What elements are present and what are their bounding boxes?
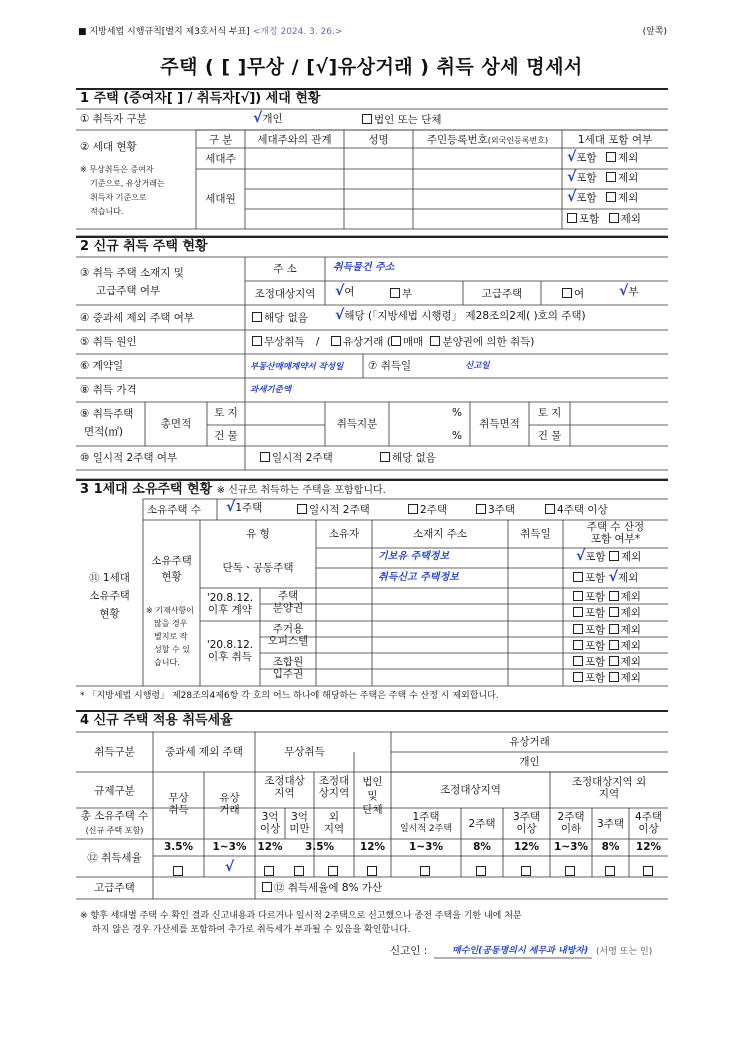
rate-corp: 12% — [359, 841, 386, 853]
free-acq-label: 무상취득 — [284, 746, 325, 758]
household-label: ② 세대 현황 — [80, 141, 137, 153]
acquirer-type-label: ① 취득자 구분 — [80, 113, 147, 125]
household-row1-include[interactable]: √포함 제외 — [567, 149, 639, 165]
acquirer-corporation-option[interactable]: 법인 또는 단체 — [362, 114, 442, 126]
house-row6-include[interactable]: 포함 제외 — [573, 640, 641, 652]
h1-col: 1주택 일시적 2주택 — [399, 811, 453, 834]
adjust-area-label: 조정대상지역 — [254, 288, 316, 300]
h3-col: 3주택 이상 — [513, 811, 540, 835]
acq-area-label: 취득면적 — [479, 418, 520, 430]
location-label-2: 고급주택 여부 — [96, 285, 161, 297]
land-label: 토 지 — [214, 407, 238, 419]
after-acquisition-label: '20.8.12. 이후 취득 — [206, 639, 254, 663]
sub-3less: 3억 미만 — [289, 811, 310, 835]
cause-options[interactable]: 무상취득 / 유상거래 ( 매매 분양권에 의한 취득) — [252, 336, 534, 348]
temp-two-home-yes[interactable]: 일시적 2주택 — [260, 452, 333, 464]
revision-date: <개정 2024. 3. 26.> — [252, 27, 343, 37]
checkbox-icon — [362, 114, 372, 124]
household-row2-include[interactable]: √포함 제외 — [567, 169, 639, 185]
rate-checkbox-adj-h1[interactable] — [391, 860, 461, 879]
non-adj-area-col: 조정대상지역 외 지역 — [571, 776, 647, 800]
temp-two-home-label: ⑩ 일시적 2주택 여부 — [80, 452, 178, 464]
acquirer-individual-option[interactable]: √개인 — [253, 110, 283, 126]
rate-nonadj-h2: 1~3% — [554, 841, 588, 853]
location-label-1: ③ 취득 주택 소재지 및 — [80, 267, 184, 279]
acq-land-label: 토 지 — [537, 407, 562, 419]
rate-label: ⑫ 취득세율 — [87, 852, 142, 864]
paid-col: 유상 거래 — [219, 792, 240, 816]
house-row7-include[interactable]: 포함 제외 — [573, 656, 641, 668]
after-contract-label: '20.8.12. 이후 계약 — [206, 592, 254, 616]
section4-heading: 4 신규 주택 적용 취득세율 — [76, 710, 668, 730]
col-relation: 세대주와의 관계 — [257, 134, 332, 146]
signer-label: 신고인 : — [390, 945, 428, 957]
adjust-area-no[interactable]: 부 — [390, 288, 412, 300]
temp-two-home-no[interactable]: 해당 없음 — [380, 452, 436, 464]
total-owned-label: 총 소유주택 수 (신규 주택 포함) — [80, 810, 149, 835]
rate-checkbox-free[interactable] — [153, 860, 204, 879]
owned-count-4plus[interactable]: 4주택 이상 — [545, 504, 608, 516]
col-count-include: 주택 수 산정 포함 여부* — [586, 521, 645, 545]
check-icon: √ — [253, 110, 263, 126]
luxury-yes[interactable]: 여 — [562, 288, 584, 300]
section1-heading: 1 주택 (증여자[ ] / 취득자[√]) 세대 현황 — [76, 88, 668, 108]
rate-3plus: 12% — [257, 841, 283, 853]
col-include: 1세대 포함 여부 — [577, 134, 653, 146]
rate-free: 3.5% — [163, 841, 194, 853]
area-label-2: 면적(㎡) — [84, 426, 123, 438]
paid-acq-label: 유상거래 — [509, 736, 550, 748]
household-row4-include[interactable]: 포함 제외 — [567, 213, 641, 225]
h2less-col: 2주택 이하 — [557, 811, 585, 835]
h4-col: 4주택 이상 — [635, 811, 662, 835]
type-union: 조합원 입주권 — [272, 656, 304, 680]
house-row2-include[interactable]: 포함 √제외 — [573, 571, 638, 584]
share-percent-2: % — [452, 430, 462, 442]
col-type: 구 분 — [208, 134, 233, 146]
col-acq-date: 취득일 — [520, 528, 551, 540]
rate-adj-h3: 12% — [513, 841, 540, 853]
heavy-not-applicable[interactable]: 해당 없음 — [252, 312, 308, 324]
section3-heading: 3 1세대 소유주택 현황 ※ 신규로 취득하는 주택을 포함합니다. — [76, 479, 668, 499]
adj-area-col: 조정대상지역 — [440, 784, 501, 796]
individual-label: 개인 — [519, 756, 540, 768]
col-house-type: 유 형 — [246, 528, 270, 540]
adj-col: 조정대상 지역 — [264, 775, 305, 799]
rate-adj-h1: 1~3% — [409, 841, 443, 853]
share-label: 취득지분 — [336, 418, 378, 430]
non-adj-col: 조정대 상지역 — [318, 775, 350, 799]
law-reference: ■ 지방세법 시행규칙[별지 제3호서식 부표] — [78, 27, 250, 37]
luxury-rate-option[interactable]: ⑫ 취득세율에 8% 가산 — [262, 882, 382, 894]
price-value[interactable]: 과세기준액 — [250, 385, 292, 395]
section3-footnote: * 「지방세법 시행령」 제28조의4제6항 각 호의 어느 하나에 해당하는 주택은 주택 수 산정 시 제외합니다. — [80, 691, 499, 701]
rate-checkbox-nonadj-h3[interactable] — [592, 860, 629, 879]
acq-date-label: ⑦ 취득일 — [368, 360, 412, 372]
house-row5-include[interactable]: 포함 제외 — [573, 624, 641, 636]
luxury-label: 고급주택 — [481, 288, 523, 300]
h2-col: 2주택 — [468, 818, 496, 830]
owned-status-label: 소유주택 현황 — [151, 555, 192, 583]
sub-3plus: 3억 이상 — [259, 811, 281, 835]
owned-note: ※ 기재사항이 많을 경우 별지로 작 성할 수 있 습니다. — [146, 606, 194, 667]
rate-checkbox-paid[interactable]: √ — [224, 859, 235, 875]
rate-adj-h2: 8% — [473, 841, 491, 853]
total-area-label: 총면적 — [160, 418, 192, 430]
rate-checkbox-adj-h3[interactable] — [503, 860, 550, 879]
house-row3-include[interactable]: 포함 제외 — [573, 591, 641, 603]
rate-checkbox-nonadj-h2[interactable] — [550, 860, 592, 879]
rate-checkbox-adj-h2[interactable] — [461, 860, 503, 879]
rate-nonadj-h3: 8% — [601, 841, 620, 853]
acq-building-label: 건 물 — [537, 430, 562, 442]
owned-count-temp2[interactable]: 일시적 2주택 — [297, 504, 370, 516]
luxury-rate-label: 고급주택 — [94, 882, 135, 894]
owned-count-3[interactable]: 3주택 — [476, 504, 515, 516]
address-value[interactable]: 취득물건 주소 — [333, 262, 395, 273]
sign-hint: (서명 또는 인) — [596, 947, 653, 957]
section2-heading: 2 신규 취득 주택 현황 — [76, 236, 668, 256]
rate-checkbox-out[interactable] — [314, 860, 354, 879]
free-col: 무상 취득 — [168, 792, 189, 816]
house-row4-include[interactable]: 포함 제외 — [573, 607, 641, 619]
heavy-exempt-label: 중과세 제외 주택 — [165, 746, 243, 758]
row-member-label: 세대원 — [205, 193, 236, 205]
rate-checkbox-nonadj-h4[interactable] — [629, 860, 668, 879]
acq-type-label: 취득구분 — [94, 746, 135, 758]
cause-label: ⑤ 취득 원인 — [80, 336, 137, 348]
household-row3-include[interactable]: √포함 제외 — [567, 189, 639, 205]
building-label: 건 물 — [214, 430, 238, 442]
h3n-col: 3주택 — [597, 818, 624, 830]
col-id: 주민등록번호(외국인등록번호) — [426, 134, 549, 146]
page-side: (앞쪽) — [642, 27, 667, 37]
col-owner: 소유자 — [328, 528, 360, 540]
owned-count-1[interactable]: √1주택 — [226, 499, 263, 515]
col-name: 성명 — [368, 134, 389, 146]
row-head-label: 세대주 — [205, 153, 236, 165]
type-single-joint: 단독ㆍ공동주택 — [222, 562, 294, 574]
owned-count-2[interactable]: 2주택 — [408, 504, 447, 516]
share-percent-1: % — [452, 407, 462, 419]
house-row8-include[interactable]: 포함 제외 — [573, 672, 641, 684]
reg-type-label: 규제구분 — [94, 785, 135, 797]
address-label: 주 소 — [273, 263, 297, 275]
adjust-area-yes[interactable]: √여 — [335, 283, 355, 299]
confirm-note-2: 하지 않은 경우 가산세를 포함하여 추가로 취득세가 부과될 수 있음을 확인합니다. — [92, 925, 411, 935]
luxury-no[interactable]: √부 — [619, 283, 639, 299]
sub-out: 외 지역 — [323, 811, 345, 835]
type-presale: 주택 분양권 — [272, 590, 304, 614]
heavy-tax-label: ④ 중과세 제외 주택 여부 — [80, 312, 195, 324]
rate-checkbox-corp[interactable] — [354, 860, 391, 879]
existing-house-info[interactable]: 기보유 주택정보 — [378, 551, 450, 562]
rate-nonadj-h4: 12% — [635, 841, 662, 853]
contract-date-value[interactable]: 부동산매매계약서 작성일 — [250, 362, 344, 372]
rate-checkbox-3plus[interactable] — [255, 860, 285, 879]
form-title: 주택 ( [ ]무상 / [√]유상거래 ) 취득 상세 명세서 — [160, 56, 583, 78]
rate-paid: 1~3% — [212, 841, 247, 853]
rate-checkbox-3less[interactable] — [285, 860, 314, 879]
signer-value[interactable]: 매수인(공동명의시 세무과 내방자) — [452, 946, 589, 956]
contract-date-label: ⑥ 계약일 — [80, 360, 124, 372]
new-house-info[interactable]: 취득신고 주택정보 — [378, 572, 459, 583]
col-location: 소재지 주소 — [412, 528, 468, 540]
house-row1-include[interactable]: √포함 제외 — [576, 548, 642, 564]
type-officetel: 주거용 오피스텔 — [267, 623, 309, 647]
confirm-note-1: ※ 향후 세대별 주택 수 확인 결과 신고내용과 다르거나 일시적 2주택으로 신고했으나 종전 주택을 기한 내에 처분 — [80, 911, 522, 921]
rate-3less-out: 3.5% — [304, 841, 335, 853]
household-note: ※ 무상취득은 증여자 기준으로, 유상거래는 취득자 기준으로 적습니다. — [80, 165, 165, 216]
price-label: ⑧ 취득 가격 — [80, 384, 137, 396]
owned-count-label: 소유주택 수 — [147, 504, 202, 516]
owned-row-label: ⑪ 1세대 소유주택 현황 — [89, 572, 130, 620]
area-label-1: ⑨ 취득주택 — [80, 408, 134, 420]
heavy-applicable[interactable]: √해당 (「지방세법 시행령」 제28조의2제( )호의 주택) — [335, 307, 586, 323]
acq-date-value[interactable]: 신고일 — [465, 361, 490, 371]
corp-col: 법인 및 단체 — [362, 776, 383, 816]
